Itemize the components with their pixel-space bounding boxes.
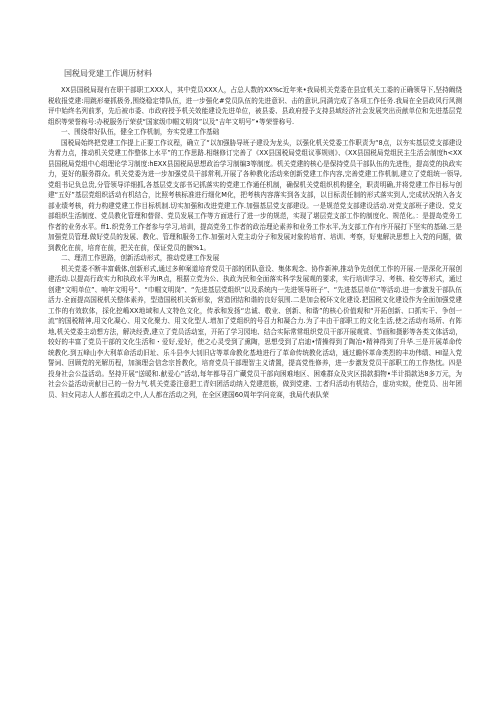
- section-heading-2: 二、理清工作思路，创新活动形式，推动党建工作发展: [61, 254, 220, 262]
- intro-paragraph: XX县国税局现有在职干部职工XXX人，其中党员XXX人，占总人数的XX%c近年来•我局机关党委在县宜机关工委的正确领导下,坚持阚绕税收报党建:用跳形豪抓极务,围绕稳定带队伍，进一步强化#党员队伍的先进意识、击的意识,同满完成了各项工作任务.我局在全县政风行风测评中始终名列前茅，先后被市委、市政府授予机关效能建设先进单位，被县委、县政府授予支持县域经济社会发展突出贡献单位和先进基层党组织等荣誉称号:办税服务厅荣获“国家级巾帼文明岗”以及“吉年文明号”•等荣誉称号.: [48, 86, 462, 126]
- document-page: [48, 68, 462, 698]
- document-title: 国税局党建工作调历材料: [64, 69, 152, 78]
- section-2-paragraph: 机关党委不断丰富载体,创新形式,通过多种案道培育党员干部的团队意设、集体观念、协作新神,推动争先创优工作的开展.一是深化开展创建活动.以提高行政实力和执政水平为IR点，根据立党为公、执政为民和全面落实科学发展观的要求，实行培训学习、考核、检交等形式，通过创建“文明单位”、响年文明号”、“巾帼文明岗”、“先进基层党组织”以及系统内一先进领导班子”、“先进基层单位”等活动.进一步激发干部队伍活力.全面提高国税机关整体素养，型造国税机关新形象，营造团结和谐的良好氛围.二是加会税环文化建设.把国税文化建设作为全面加强党建工作的有效软体，採化挖嶋XX地域和人文特色文化，传承和发扬“忠诚、敬业、创新、和谐”的核心价值观和“开拓创新、口抓实干、争创一流”的国税精神,用文化凝心、用文化聚力、用文化型人.增加了党组织的号召力和凝合力.为了丰由干部职工的文化生活,使之活动有场所、有阵地,机关党委主动想方法，解决经费,建立了党员活动室，开拓了学习园地、结合实际常常组织党员干部开展观赏、节画和摄影等各类文体活动，较好的丰富了党员干部的文化生活和・爱好,爱好，使之心灵受到了熏陶，思想受到了启迪•情操得到了陶冶•精神得到了升华.三是开展革命传统教化.到五峰山李大利革命活动旧址、乐斗县李大钊旧店等革命教化基地进行了革命传统教化活动，通过瞻怀革命类烈的丰功伟绩、HI湿入党誓词、回顾党的光解历程，加演理会信念宗旨教化，培育党员干部理智主义请置，提高党性修养，进一步激发党员干部职工的工作热忱。四是投身社会公益活动。坚持开展“送暖和.献爱心”活动,每年都导召广藏党员干部向困难地区、困难群众及灾区捐款捐物•半计捐款达8多万元，为社会公益活动贡献目己的一份力气.机关党委注意把工青妇团活动纳入党建范筋，做到党建、工者归活动有机结合，虚功实蚁，使党员、出年团员、妇女同志人人都在孤动之中,人人都在活动之列，在全区建国60周年学问竞赛，我局代表队荣: [48, 264, 462, 399]
- section-1-paragraph: 国税局始终把党建工作提上正要工作议程，确立了“以加强胁导班子建设为龙头，以强化机关党委工作职责为“8点，以夯实基层党支部建设为着力点，推动机关党建工作整体上水平”的工作思路.相继修订完善了《XX县国税局党组议事规则》、《XX县国税局党组民主生活会制度h<XX县国税局党组中心组理论学习制度:hEXX县国税局思想政治学习制编3等制度。机关党建的核心是保持党员干部队伍的先进性，提高党的执政实力，更好的服务群众。机关党委为进一步加强党员干部常利,开展了各种教化活动来创新党建工作内容,完善党建工作机制,建立了党组统一领导,党组书记负总贵,分管领导详细抓,各基层党支部书记抓落实的党建工作通任机制，确保机关党组织机构健全，职责明确,并将党建工作目标与创建“五好”基层党组织活动有机结合，比照考核标准进行细化M化，把考核内容落实到各支部，以目标责任制的形式落实到人,完成状况纳入各支部业绩考核，荷力构建党建工作目标机制.切实加强和改进党建工作.加强基层党支部建设。一是规范党支部建设活动.对党支部班子建设、党支部组织生活制度、党员教化管理和替督、党员发展工作等方面进行了进一步的规范，实现了堪层党支部工作的制度化、规范化。：是提岛党务工作者的业务水平。ff1.织党务工作者参与学习,培训，提高党务工作者的政治理论素养和业务工作水平,为支部工作有序开展打下坚实的基础.三是加强党员管理.做好党员的发展、教化、管理和服务工作.加强对入党主动分子和发展对象的培育、培训、考察，好鬼解决思想上入党的问题，做到教化在前，培育在前，把关在前，保证党员的骸%1。: [48, 138, 462, 252]
- section-heading-1: 一、围绕带好队伍，健全工作机制，夯实党建工作基础: [61, 128, 220, 136]
